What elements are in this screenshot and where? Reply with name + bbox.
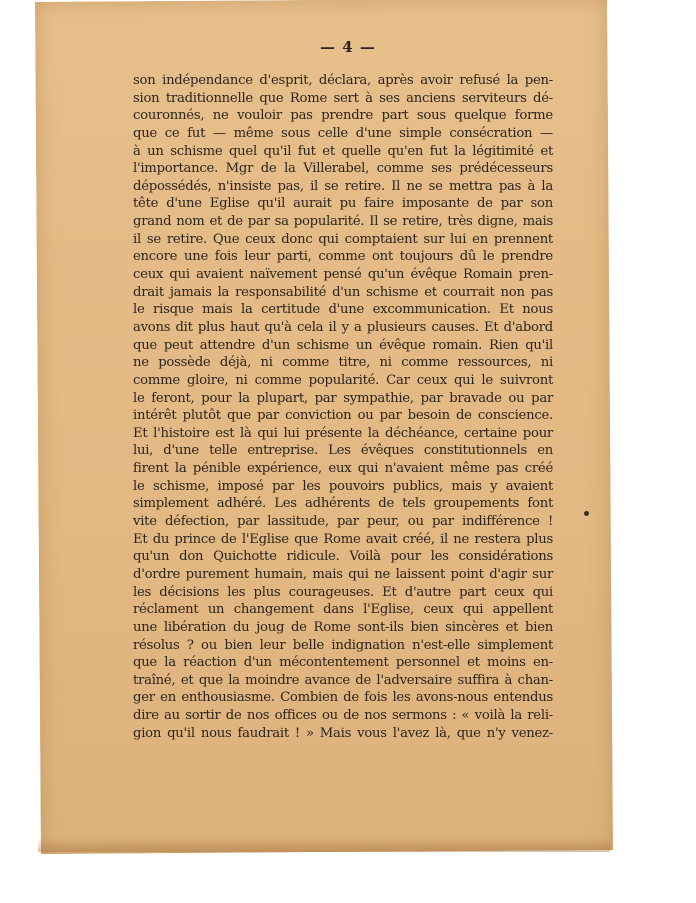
body-text (133, 72, 553, 742)
text-line: l'importance. Mgr de la Villerabel, comme ses prédécesseurs (133, 161, 553, 177)
text-line: une libération du joug de Rome sont-ils bien sincères et bien (133, 619, 553, 635)
text-line: les décisions les plus courageuses. Et d'autre part ceux qui (133, 584, 553, 600)
text-line: drait jamais la responsabilité d'un schisme et courrait non pas (133, 284, 553, 300)
text-line: que ce fut — même sous celle d'une simple consécration — (133, 125, 553, 141)
text-line: le schisme, imposé par les pouvoirs publics, mais y avaient (133, 478, 553, 494)
text-line: ne possède déjà, ni comme titre, ni comme ressources, ni (133, 355, 553, 371)
text-line: Et du prince de l'Eglise que Rome avait créé, il ne restera plus (133, 531, 553, 547)
text-line: à un schisme quel qu'il fut et quelle qu'en fut la légitimité et (133, 143, 553, 159)
text-line: qu'un don Quichotte ridicule. Voilà pour les considérations (133, 549, 553, 565)
text-line: le feront, pour la plupart, par sympathie, par bravade ou par (133, 390, 553, 406)
text-line: ger en enthousiasme. Combien de fois les avons-nous entendus (133, 690, 553, 706)
text-line: résolus ? ou bien leur belle indignation n'est-elle simplement (133, 637, 553, 653)
text-line: firent la pénible expérience, eux qui n'avaient même pas créé (133, 461, 553, 477)
text-line: sion traditionnelle que Rome sert à ses anciens serviteurs dé- (133, 90, 553, 106)
text-line: vite défection, par lassitude, par peur, ou par indifférence ! (133, 514, 553, 530)
text-line: simplement adhéré. Les adhérents de tels groupements font (133, 496, 553, 512)
ink-spot (584, 511, 589, 516)
text-line: réclament un changement dans l'Eglise, ceux qui appellent (133, 602, 553, 618)
text-line: intérêt plutôt que par conviction ou par besoin de conscience. (133, 408, 553, 424)
text-line: le risque mais la certitude d'une excommunication. Et nous (133, 302, 553, 318)
text-line: lui, d'une telle entreprise. Les évêques constitutionnels en (133, 443, 553, 459)
text-line: dire au sortir de nos offices ou de nos sermons : « voilà la reli- (133, 708, 553, 724)
text-line: grand nom et de par sa popularité. Il se retire, très digne, mais (133, 214, 553, 230)
text-line: comme gloire, ni comme popularité. Car ceux qui le suivront (133, 372, 553, 388)
text-line: que peut attendre d'un schisme un évêque romain. Rien qu'il (133, 337, 553, 353)
text-line: Et l'histoire est là qui lui présente la déchéance, certaine pour (133, 425, 553, 441)
text-line: son indépendance d'esprit, déclara, après avoir refusé la pen- (133, 73, 553, 88)
text-line: couronnés, ne vouloir pas prendre part sous quelque forme (133, 108, 553, 124)
text-line: d'ordre purement humain, mais qui ne laissent point d'agir sur (133, 566, 553, 582)
text-line: gion qu'il nous faudrait ! » Mais vous l'avez là, que n'y venez- (133, 725, 553, 741)
text-line: ceux qui avaient naïvement pensé qu'un évêque Romain pren- (133, 267, 553, 283)
text-line: tête d'une Eglise qu'il aurait pu faire imposante de par son (133, 196, 553, 212)
paper-bottom-edge (38, 838, 610, 852)
text-line: dépossédés, n'insiste pas, il se retire. Il ne se mettra pas à la (133, 178, 553, 194)
page-number: — 4 — (320, 38, 376, 56)
text-line: il se retire. Que ceux donc qui comptaient sur lui en prennent (133, 231, 553, 247)
text-line: encore une fois leur parti, comme ont toujours dû le prendre (133, 249, 553, 265)
text-line: traîné, et que la moindre avance de l'adversaire suffira à chan- (133, 672, 553, 688)
text-line: avons dit plus haut qu'à cela il y a plusieurs causes. Et d'abord (133, 319, 553, 335)
text-line: que la réaction d'un mécontentement personnel et moins en- (133, 655, 553, 671)
